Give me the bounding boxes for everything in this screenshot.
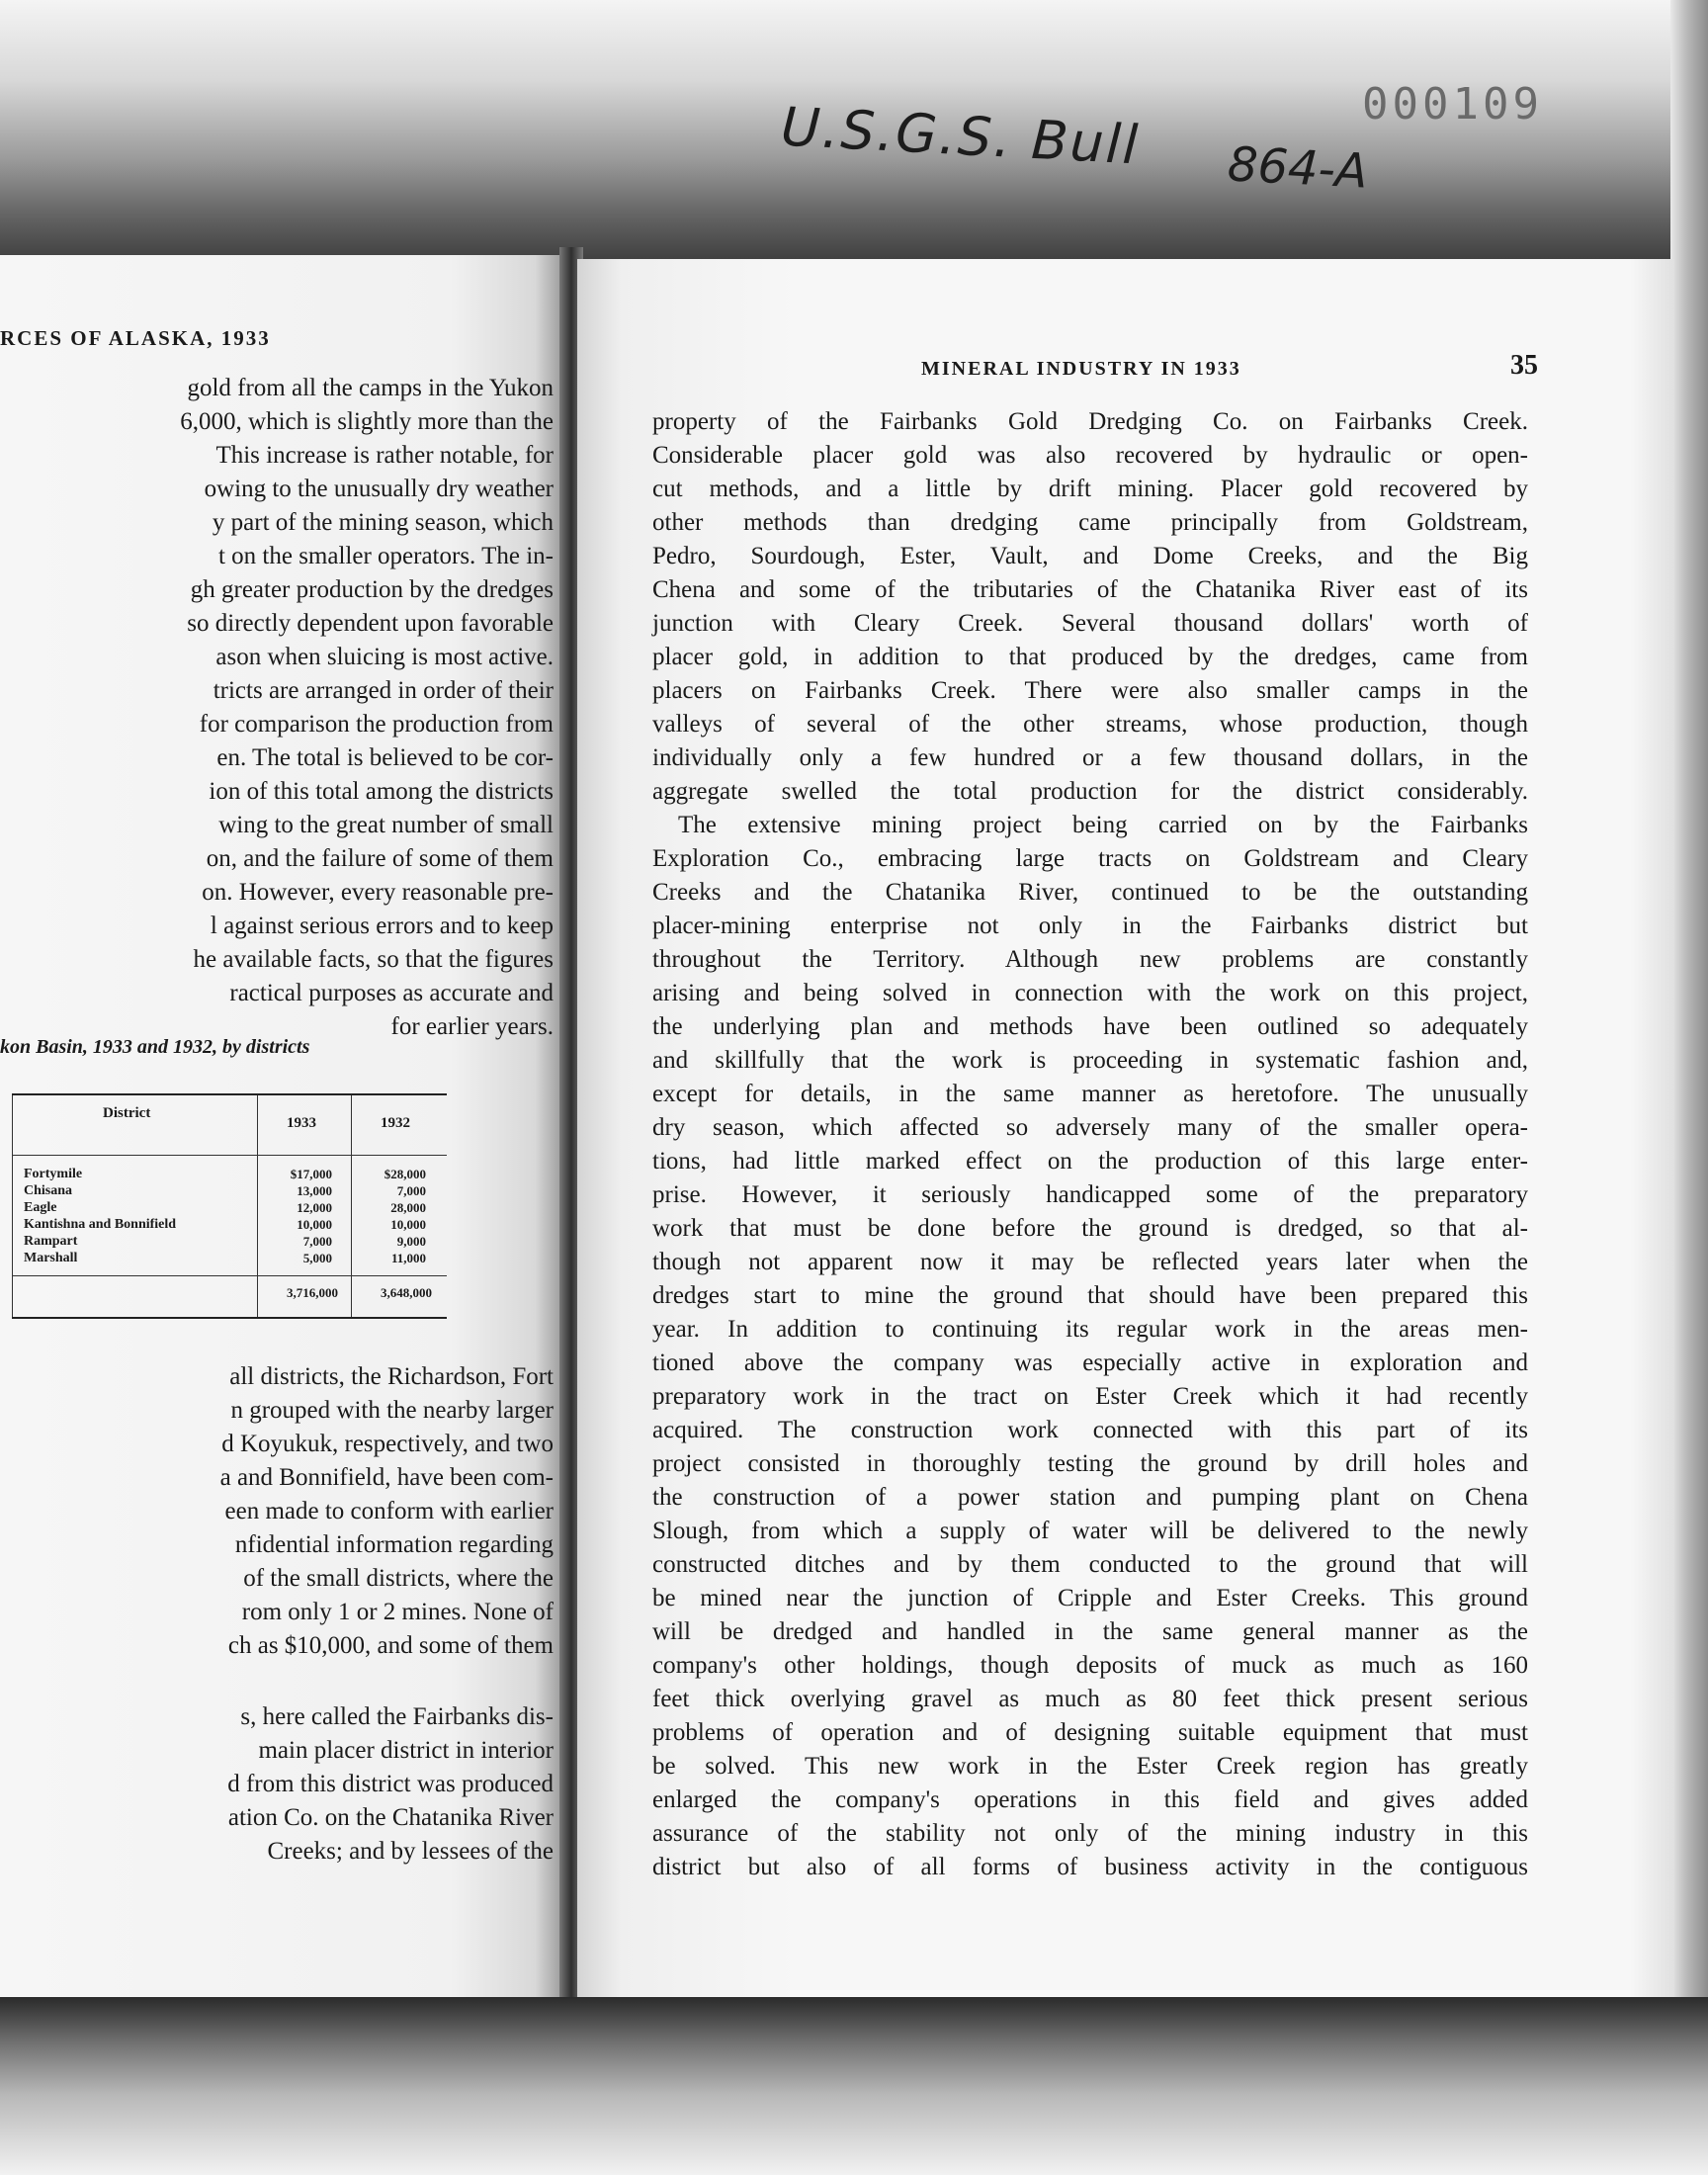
text-line: cut methods, and a little by drift mining. Placer gold recovered by bbox=[652, 476, 1528, 502]
table-total-1933: 3,716,000 bbox=[287, 1285, 338, 1300]
table-cell-1933: 10,000 bbox=[297, 1217, 332, 1232]
text-line: arising and being solved in connection with the work on this project, bbox=[652, 980, 1528, 1006]
text-line: 6,000, which is slightly more than the bbox=[180, 408, 554, 435]
text-line: company's other holdings, though deposits of muck as much as 160 bbox=[652, 1652, 1528, 1679]
text-line: een made to conform with earlier bbox=[224, 1498, 554, 1524]
table-cell-1932: 7,000 bbox=[396, 1183, 426, 1198]
text-line: nfidential information regarding bbox=[234, 1531, 554, 1558]
text-line: work that must be done before the ground is dredged, so that al- bbox=[652, 1215, 1528, 1242]
text-line: year. In addition to continuing its regular work in the areas men- bbox=[652, 1316, 1528, 1343]
text-line: on. However, every reasonable pre- bbox=[202, 879, 554, 906]
text-line: individually only a few hundred or a few thousand dollars, in the bbox=[652, 744, 1528, 771]
text-line: y part of the mining season, which bbox=[212, 509, 554, 536]
table-header-1933: 1933 bbox=[287, 1115, 316, 1131]
table-cell-district: Kantishna and Bonnifield bbox=[24, 1217, 177, 1232]
table-cell-1932: 28,000 bbox=[390, 1200, 426, 1215]
text-line: placer-mining enterprise not only in the Fairbanks district but bbox=[652, 913, 1528, 939]
text-line: l against serious errors and to keep bbox=[210, 913, 554, 939]
right-body-text bbox=[652, 405, 1528, 1884]
text-line: ason when sluicing is most active. bbox=[215, 644, 554, 670]
text-line: dry season, which affected so adversely many of the smaller opera- bbox=[652, 1114, 1528, 1141]
text-line: the construction of a power station and pumping plant on Chena bbox=[652, 1484, 1528, 1511]
right-paragraph-2 bbox=[652, 809, 1528, 1884]
left-paragraph-1 bbox=[0, 372, 554, 1044]
table-cell-1933: 13,000 bbox=[297, 1183, 332, 1198]
left-paragraph-2 bbox=[0, 1360, 554, 1663]
table-cell-1932: $28,000 bbox=[384, 1167, 426, 1181]
handwritten-number: 864-A bbox=[1226, 136, 1370, 200]
text-line: n grouped with the nearby larger bbox=[230, 1397, 554, 1424]
page-number: 35 bbox=[1510, 350, 1538, 381]
scan-edge-right bbox=[1670, 0, 1708, 2175]
district-table bbox=[12, 1093, 447, 1319]
text-line: enlarged the company's operations in this field and gives added bbox=[652, 1786, 1528, 1813]
text-line: Exploration Co., embracing large tracts on Goldstream and Cleary bbox=[652, 845, 1528, 872]
text-line: dredges start to mine the ground that should have been prepared this bbox=[652, 1282, 1528, 1309]
table-cell-district: Fortymile bbox=[24, 1167, 83, 1181]
stamp-number: 000109 bbox=[1362, 79, 1543, 130]
text-line: district but also of all forms of business activity in the contiguous bbox=[652, 1854, 1528, 1880]
text-line: except for details, in the same manner as heretofore. The unusually bbox=[652, 1081, 1528, 1107]
table-cell-district: Eagle bbox=[24, 1200, 57, 1215]
text-line: of the small districts, where the bbox=[243, 1565, 554, 1592]
text-line: Chena and some of the tributaries of the Chatanika River east of its bbox=[652, 576, 1528, 603]
text-line: wing to the great number of small bbox=[218, 812, 554, 838]
text-line: other methods than dredging came principally from Goldstream, bbox=[652, 509, 1528, 536]
text-line: This increase is rather notable, for bbox=[215, 442, 554, 469]
text-line: tricts are arranged in order of their bbox=[213, 677, 554, 704]
text-line: main placer district in interior bbox=[258, 1737, 554, 1764]
text-line: tioned above the company was especially active in exploration and bbox=[652, 1349, 1528, 1376]
text-line: so directly dependent upon favorable bbox=[187, 610, 554, 637]
left-paragraph-3 bbox=[0, 1700, 554, 1869]
scan-background-bottom bbox=[0, 1997, 1708, 2175]
table-cell-district: Rampart bbox=[24, 1234, 78, 1249]
handwritten-title: U.S.G.S. Bull bbox=[779, 95, 1142, 177]
text-line: placer gold, in addition to that produced by the dredges, came from bbox=[652, 644, 1528, 670]
text-line: gh greater production by the dredges bbox=[190, 576, 554, 603]
text-line: d Koyukuk, respectively, and two bbox=[221, 1431, 554, 1457]
text-line: on, and the failure of some of them bbox=[206, 845, 554, 872]
right-paragraph-1 bbox=[652, 405, 1528, 809]
text-line: prise. However, it seriously handicapped some of the preparatory bbox=[652, 1181, 1528, 1208]
table-caption: kon Basin, 1933 and 1932, by districts bbox=[0, 1036, 310, 1058]
text-line: en. The total is believed to be cor- bbox=[216, 744, 554, 771]
text-line: will be dredged and handled in the same general manner as the bbox=[652, 1618, 1528, 1645]
text-line: junction with Cleary Creek. Several thousand dollars' worth of bbox=[652, 610, 1528, 637]
text-line: The extensive mining project being carried on by the Fairbanks bbox=[678, 812, 1528, 838]
table-cell-1933: 7,000 bbox=[302, 1234, 332, 1249]
table-cell-1933: 12,000 bbox=[297, 1200, 332, 1215]
text-line: preparatory work in the tract on Ester Creek which it had recently bbox=[652, 1383, 1528, 1410]
table-total-1932: 3,648,000 bbox=[381, 1285, 432, 1300]
text-line: s, here called the Fairbanks dis- bbox=[240, 1703, 554, 1730]
text-line: Considerable placer gold was also recovered by hydraulic or open- bbox=[652, 442, 1528, 469]
text-line: t on the smaller operators. The in- bbox=[217, 543, 554, 569]
text-line: constructed ditches and by them conducted to the ground that will bbox=[652, 1551, 1528, 1578]
table-cell-1932: 9,000 bbox=[396, 1234, 426, 1249]
text-line: assurance of the stability not only of the mining industry in this bbox=[652, 1820, 1528, 1847]
text-line: a and Bonnifield, have been com- bbox=[219, 1464, 554, 1491]
text-line: rom only 1 or 2 mines. None of bbox=[241, 1599, 554, 1625]
text-line: tions, had little marked effect on the production of this large enter- bbox=[652, 1148, 1528, 1174]
text-line: Creeks and the Chatanika River, continued to be the outstanding bbox=[652, 879, 1528, 906]
text-line: ractical purposes as accurate and bbox=[229, 980, 554, 1006]
text-line: all districts, the Richardson, Fort bbox=[229, 1363, 554, 1390]
text-line: the underlying plan and methods have been outlined so adequately bbox=[652, 1013, 1528, 1040]
table-header-1932: 1932 bbox=[381, 1115, 410, 1131]
text-line: valleys of several of the other streams, whose production, though bbox=[652, 711, 1528, 738]
text-line: be mined near the junction of Cripple and Ester Creeks. This ground bbox=[652, 1585, 1528, 1611]
text-line: property of the Fairbanks Gold Dredging Co. on Fairbanks Creek. bbox=[652, 408, 1528, 435]
text-line: Creeks; and by lessees of the bbox=[267, 1838, 554, 1865]
right-running-header: MINERAL INDUSTRY IN 1933 bbox=[921, 358, 1241, 380]
text-line: d from this district was produced bbox=[227, 1771, 554, 1797]
text-line: placers on Fairbanks Creek. There were also smaller camps in the bbox=[652, 677, 1528, 704]
text-line: aggregate swelled the total production for the district considerably. bbox=[652, 778, 1528, 805]
left-running-header: RCES OF ALASKA, 1933 bbox=[0, 326, 271, 350]
text-line: he available facts, so that the figures bbox=[193, 946, 554, 973]
text-line: be solved. This new work in the Ester Creek region has greatly bbox=[652, 1753, 1528, 1780]
table-cell-1932: 10,000 bbox=[390, 1217, 426, 1232]
text-line: gold from all the camps in the Yukon bbox=[187, 375, 554, 401]
text-line: for earlier years. bbox=[390, 1013, 554, 1040]
text-line: ch as $10,000, and some of them bbox=[227, 1632, 554, 1659]
text-line: and skillfully that the work is proceeding in systematic fashion and, bbox=[652, 1047, 1528, 1074]
text-line: problems of operation and of designing suitable equipment that must bbox=[652, 1719, 1528, 1746]
text-line: owing to the unusually dry weather bbox=[204, 476, 554, 502]
text-line: though not apparent now it may be reflected years later when the bbox=[652, 1249, 1528, 1275]
table-header-district: District bbox=[103, 1105, 151, 1121]
table-cell-1933: 5,000 bbox=[302, 1251, 332, 1265]
table-cell-1932: 11,000 bbox=[390, 1251, 426, 1265]
text-line: feet thick overlying gravel as much as 80 feet thick present serious bbox=[652, 1686, 1528, 1712]
text-line: ion of this total among the districts bbox=[209, 778, 554, 805]
table-cell-district: Chisana bbox=[24, 1183, 73, 1198]
text-line: for comparison the production from bbox=[199, 711, 554, 738]
table-cell-district: Marshall bbox=[24, 1251, 78, 1265]
table-cell-1933: $17,000 bbox=[290, 1167, 332, 1181]
text-line: Slough, from which a supply of water will be delivered to the newly bbox=[652, 1518, 1528, 1544]
text-line: acquired. The construction work connected with this part of its bbox=[652, 1417, 1528, 1443]
text-line: project consisted in thoroughly testing the ground by drill holes and bbox=[652, 1450, 1528, 1477]
text-line: throughout the Territory. Although new problems are constantly bbox=[652, 946, 1528, 973]
right-page bbox=[577, 259, 1674, 2027]
left-page bbox=[0, 255, 563, 2025]
text-line: Pedro, Sourdough, Ester, Vault, and Dome Creeks, and the Big bbox=[652, 543, 1528, 569]
text-line: ation Co. on the Chatanika River bbox=[227, 1804, 554, 1831]
